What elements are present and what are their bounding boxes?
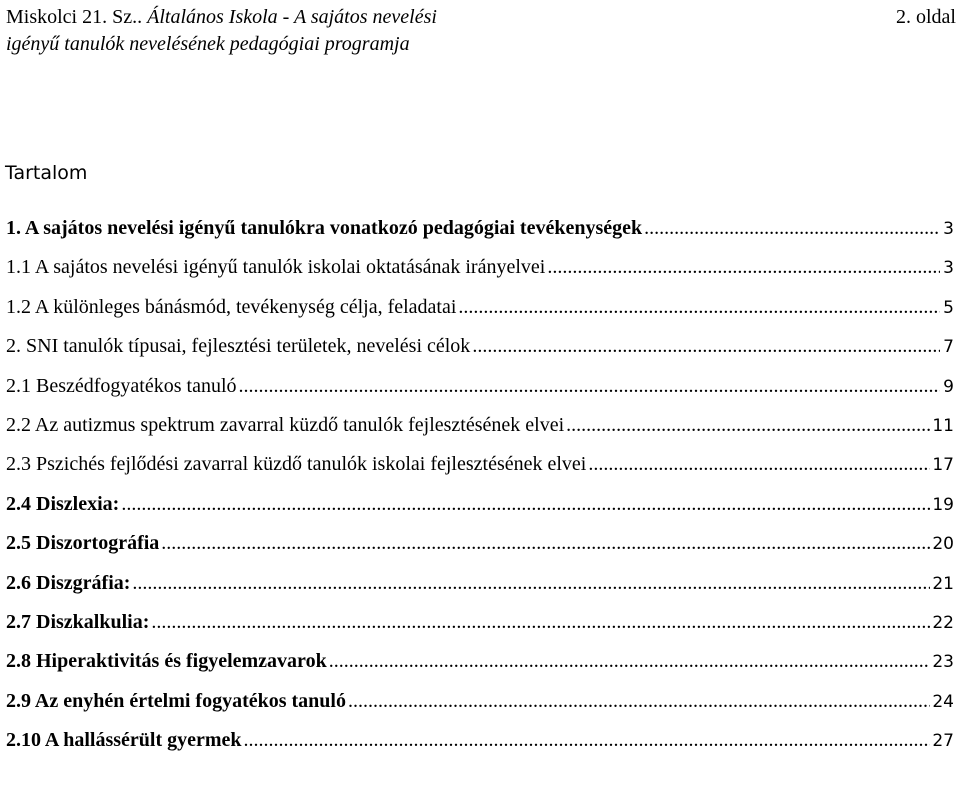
toc-entry-title: 2.6 Diszgráfia: [6, 572, 131, 594]
toc-entry[interactable] [6, 608, 954, 636]
toc-entry-title: 2.5 Diszortográfia [6, 532, 160, 554]
toc-entry-dot-leader [132, 569, 930, 597]
toc-entry-title: 2.2 Az autizmus spektrum zavarral küzdő tanulók fejlesztésének elvei [6, 414, 565, 436]
header-school-name [6, 4, 437, 31]
toc-entry-dot-leader [121, 490, 930, 518]
toc-entry-title: 2.9 Az enyhén értelmi fogyatékos tanuló [6, 690, 346, 712]
toc-entry[interactable] [6, 490, 954, 518]
toc-entry[interactable] [6, 647, 954, 675]
toc-entry-dot-leader [239, 372, 941, 400]
toc-entry-page-number: 17 [932, 455, 954, 475]
toc-entry[interactable] [6, 450, 954, 478]
toc-entry-dot-leader [329, 647, 931, 675]
toc-entry-dot-leader [547, 253, 940, 281]
toc-entry-title: 2.4 Diszlexia: [6, 493, 120, 515]
toc-entry-title: 2.10 A hallássérült gyermek [6, 729, 242, 751]
toc-entry[interactable] [6, 293, 954, 321]
toc-entry-page-number: 3 [943, 219, 954, 239]
toc-entry-page-number: 9 [943, 377, 954, 397]
toc-entry-page-number: 23 [932, 652, 954, 672]
toc-entry-title: 2.1 Beszédfogyatékos tanuló [6, 375, 237, 397]
toc-entry-page-number: 24 [932, 692, 954, 712]
toc-entry-page-number: 7 [943, 337, 954, 357]
toc-entry-page-number: 5 [943, 298, 954, 318]
header-page-label: 2. oldal [896, 6, 956, 28]
page-header [6, 4, 956, 58]
toc-entry-dot-leader [644, 214, 940, 242]
toc-entry-dot-leader [472, 332, 940, 360]
toc-entry-title: 2.3 Pszichés fejlődési zavarral küzdő tanulók iskolai fejlesztésének elvei [6, 453, 587, 475]
toc-entry[interactable] [6, 372, 954, 400]
toc-entry-title: 1. A sajátos nevelési igényű tanulókra vonatkozó pedagógiai tevékenységek [6, 217, 643, 239]
header-line-1 [6, 4, 956, 31]
toc-entry[interactable] [6, 332, 954, 360]
toc-entry-page-number: 22 [932, 613, 954, 633]
toc-entry-page-number: 19 [932, 495, 954, 515]
toc-entry[interactable] [6, 411, 954, 439]
toc-entry-title: 2.7 Diszkalkulia: [6, 611, 150, 633]
toc-entry-page-number: 21 [932, 574, 954, 594]
toc-entry[interactable] [6, 726, 954, 754]
toc-entry-page-number: 27 [932, 731, 954, 751]
toc-entry-dot-leader [566, 411, 930, 439]
toc-entry-title: 1.1 A sajátos nevelési igényű tanulók iskolai oktatásának irányelvei [6, 256, 546, 278]
toc-entry-dot-leader [348, 687, 930, 715]
toc-entry[interactable] [6, 529, 954, 557]
header-school-italic: Általános Iskola - A sajátos nevelési [147, 6, 437, 28]
toc-entry-page-number: 3 [943, 258, 954, 278]
toc-heading: Tartalom [5, 162, 88, 184]
toc-entry-dot-leader [151, 608, 930, 636]
toc-entry[interactable] [6, 214, 954, 242]
toc-entry-title: 1.2 A különleges bánásmód, tevékenység célja, feladatai [6, 296, 457, 318]
toc-entry[interactable] [6, 253, 954, 281]
toc-entry-dot-leader [244, 726, 931, 754]
toc-entry-page-number: 11 [932, 416, 954, 436]
toc-entry-page-number: 20 [932, 534, 954, 554]
toc-entry[interactable] [6, 569, 954, 597]
toc-entry-dot-leader [588, 450, 930, 478]
toc-entry-title: 2.8 Hiperaktivitás és figyelemzavarok [6, 650, 327, 672]
header-school-plain: Miskolci 21. Sz.. [6, 6, 143, 28]
toc-entry-dot-leader [458, 293, 940, 321]
toc-entry-title: 2. SNI tanulók típusai, fejlesztési területek, nevelési célok [6, 335, 471, 357]
toc-entry-dot-leader [161, 529, 930, 557]
toc-entry[interactable] [6, 687, 954, 715]
header-line-2: igényű tanulók nevelésének pedagógiai programja [6, 33, 410, 55]
